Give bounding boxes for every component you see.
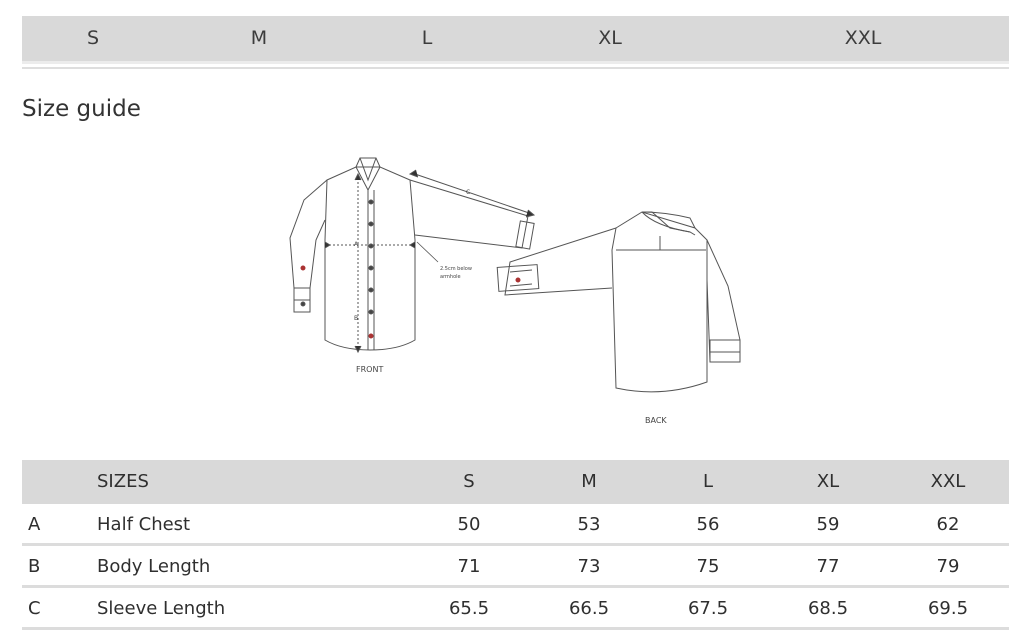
back-shirt-illustration	[497, 212, 740, 392]
header-size-xl: XL	[816, 471, 840, 492]
page-title: Size guide	[22, 96, 141, 122]
value-cell: 59	[816, 514, 840, 535]
value-cell: 79	[936, 556, 960, 577]
size-option-s[interactable]: S	[86, 27, 100, 49]
header-size-l: L	[702, 471, 714, 492]
size-option-xxl[interactable]: XXL	[844, 27, 882, 49]
value-cell: 53	[577, 514, 601, 535]
row-label: Body Length	[97, 556, 211, 577]
value-cell: 62	[936, 514, 960, 535]
size-option-l[interactable]: L	[421, 27, 433, 49]
front-label: FRONT	[356, 365, 384, 374]
value-cell: 67.5	[687, 598, 729, 619]
measure-note-line1: 2.5cm below	[440, 266, 472, 272]
table-header-row	[22, 460, 1009, 504]
value-cell: 77	[816, 556, 840, 577]
value-cell: 71	[457, 556, 481, 577]
front-shirt-illustration	[290, 158, 534, 352]
value-cell: 69.5	[927, 598, 969, 619]
size-option-m[interactable]: M	[250, 27, 268, 49]
divider	[22, 67, 1009, 69]
value-cell: 68.5	[807, 598, 849, 619]
header-size-m: M	[581, 471, 597, 492]
label-b: B	[354, 315, 359, 322]
table-row	[22, 546, 1009, 588]
size-option-xl[interactable]: XL	[598, 27, 622, 49]
back-label: BACK	[645, 416, 667, 425]
label-a: A	[354, 241, 359, 248]
value-cell: 73	[577, 556, 601, 577]
row-letter: A	[28, 514, 41, 535]
header-sizes-label: SIZES	[97, 471, 149, 492]
size-chart-table	[22, 460, 1009, 630]
value-cell: 66.5	[568, 598, 610, 619]
header-size-xxl: XXL	[930, 471, 966, 492]
header-size-s: S	[463, 471, 475, 492]
row-letter: B	[28, 556, 41, 577]
row-label: Sleeve Length	[97, 598, 226, 619]
value-cell: 75	[696, 556, 720, 577]
value-cell: 65.5	[448, 598, 490, 619]
row-letter: C	[28, 598, 41, 619]
label-c: C	[466, 189, 471, 196]
size-selector-bar	[22, 16, 1009, 64]
table-row	[22, 504, 1009, 546]
table-row	[22, 588, 1009, 630]
shirt-diagram	[270, 150, 750, 439]
row-label: Half Chest	[97, 514, 191, 535]
measure-note-line2: armhole	[440, 274, 461, 280]
value-cell: 56	[696, 514, 720, 535]
value-cell: 50	[457, 514, 481, 535]
